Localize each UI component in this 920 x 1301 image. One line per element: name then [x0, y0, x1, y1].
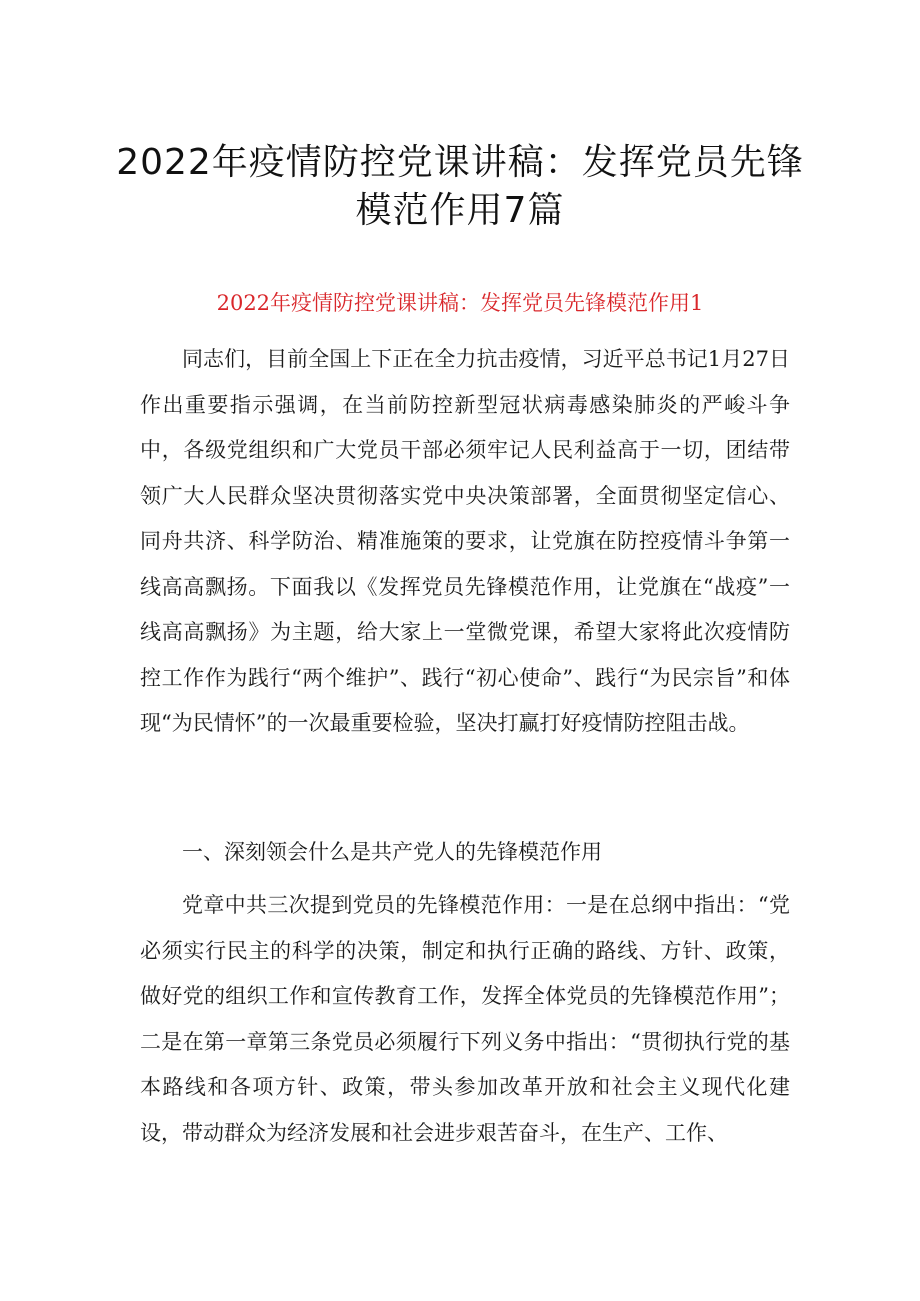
document-title-line-2: 模范作用7篇: [355, 190, 565, 231]
subheading-one: 一、深刻领会什么是共产党人的先锋模范作用: [182, 840, 602, 864]
paragraph-party-constitution: 党章中共三次提到党员的先锋模范作用：一是在总纲中指出：“党必须实行民主的科学的决策，制定和执行正确的路线、方针、政策，做好党的组织工作和宣传教育工作，发挥全体党员的先锋模范作用”；二是在第一章第三条党员必须履行下列义务中指出：“贯彻执行党的基本路线和各项方针、政策，带头参加改革开放和社会主义现代化建设，带动群众为经济发展和社会进步艰苦奋斗，在生产、工作、: [140, 893, 790, 1145]
section-heading: 2022年疫情防控党课讲稿：发挥党员先锋模范作用1: [216, 291, 704, 315]
paragraph-intro: 同志们，目前全国上下正在全力抗击疫情，习近平总书记1月27日作出重要指示强调，在当前防控新型冠状病毒感染肺炎的严峻斗争中，各级党组织和广大党员干部必须牢记人民利益高于一切，团结带领广大人民群众坚决贯彻落实党中央决策部署，全面贯彻坚定信心、同舟共济、科学防治、精准施策的要求，让党旗在防控疫情斗争第一线高高飘扬。下面我以《发挥党员先锋模范作用，让党旗在“战疫”一线高高飘扬》为主题，给大家上一堂微党课，希望大家将此次疫情防控工作作为践行“两个维护”、践行“初心使命”、践行“为民宗旨”和体现“为民情怀”的一次最重要检验，坚决打赢打好疫情防控阻击战。: [140, 347, 790, 735]
document-title-line-1: 2022年疫情防控党课讲稿：发挥党员先锋: [116, 142, 804, 183]
